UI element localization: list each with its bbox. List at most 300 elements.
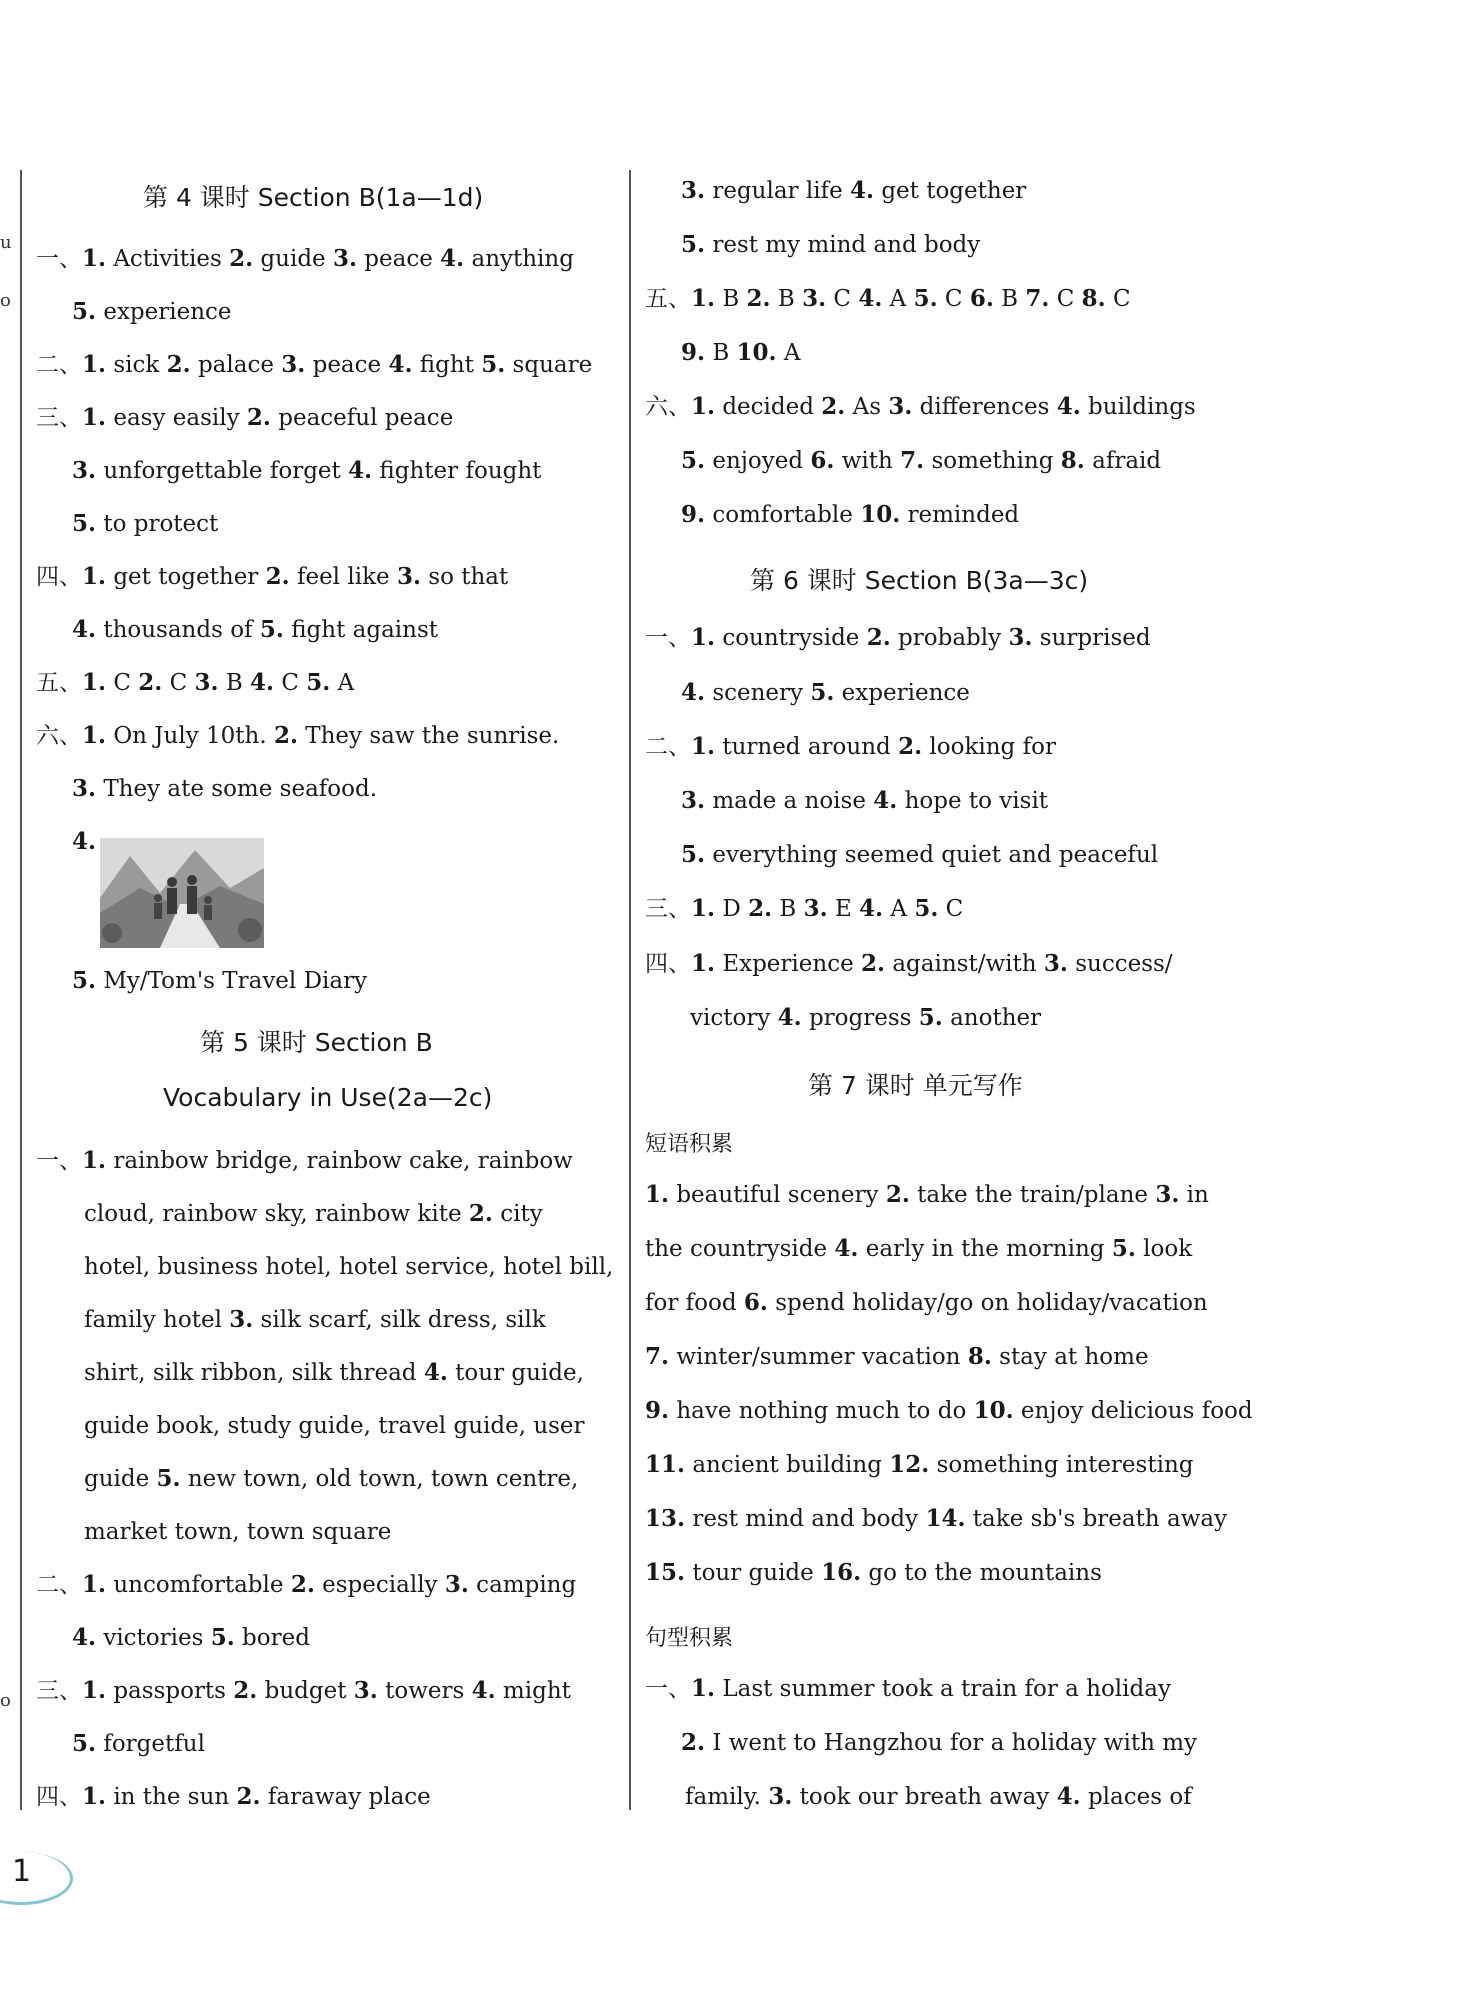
item-number: 2. [236, 1783, 261, 1810]
item-number: 2. [265, 563, 290, 590]
item-number: 10. [736, 339, 777, 366]
item-number: 4. [858, 285, 883, 312]
answer-text: take sb's breath away [965, 1506, 1228, 1532]
answer-row [36, 1146, 573, 1176]
item-number: 10. [860, 501, 901, 528]
answer-text: comfortable [705, 502, 861, 528]
answer-text: enjoy delicious food [1013, 1398, 1253, 1424]
answer-text: unforgettable forget [96, 458, 349, 484]
answer-text: B [715, 286, 747, 312]
answer-row [72, 774, 377, 804]
answer-row [84, 1305, 546, 1335]
answer-row [36, 1782, 431, 1812]
answer-row [645, 623, 1151, 653]
item-number: 1. [691, 950, 716, 977]
answer-text: B [770, 286, 803, 312]
answer-text: the countryside [645, 1236, 835, 1262]
answer-text: reminded [900, 502, 1020, 528]
item-number: 1. [82, 563, 107, 590]
answer-row [681, 446, 1161, 476]
item-number: 1. [82, 669, 107, 696]
section-marker: 一、 [645, 1676, 691, 1702]
answer-text: with [834, 448, 901, 474]
item-number: 5. [481, 351, 506, 378]
answer-text: anything [464, 246, 574, 272]
section-marker: 一、 [36, 1148, 82, 1174]
item-number: 3. [1008, 624, 1033, 651]
item-number: 14. [925, 1505, 966, 1532]
answer-text: against/with [885, 951, 1044, 977]
answer-row [36, 721, 559, 751]
answer-text: peaceful peace [270, 405, 454, 431]
item-number: 3. [888, 393, 913, 420]
answer-text: fight against [283, 617, 439, 643]
answer-text: ancient building [685, 1452, 890, 1478]
answer-text: uncomfortable [106, 1572, 291, 1598]
answer-text: They saw the sunrise. [297, 723, 560, 749]
answer-row [645, 1180, 1209, 1210]
answer-text: As [845, 394, 889, 420]
answer-text: silk scarf, silk dress, silk [253, 1307, 546, 1333]
answer-text: look [1135, 1236, 1193, 1262]
item-number: 7. [1025, 285, 1050, 312]
answer-text: something interesting [929, 1452, 1194, 1478]
item-number: 5. [681, 447, 706, 474]
answer-row [681, 840, 1158, 870]
answer-text: shirt, silk ribbon, silk thread [84, 1360, 424, 1386]
item-number: 12. [889, 1451, 930, 1478]
edge-letter: u [0, 232, 12, 253]
item-number: 4. [72, 616, 97, 643]
item-number: 9. [681, 339, 706, 366]
answer-row [72, 1729, 205, 1759]
answer-text: budget [257, 1678, 354, 1704]
answer-text: have nothing much to do [669, 1398, 974, 1424]
answer-text: especially [314, 1572, 445, 1598]
section-marker: 三、 [36, 1678, 82, 1704]
item-number: 3. [194, 669, 219, 696]
answer-row [72, 615, 438, 645]
answer-text: My/Tom's Travel Diary [96, 968, 368, 994]
answer-text: family. [685, 1784, 769, 1810]
answer-text: differences [912, 394, 1057, 420]
item-number: 5. [913, 285, 938, 312]
answer-text: hope to visit [897, 788, 1049, 814]
answer-row [645, 949, 1173, 979]
answer-row [645, 1396, 1253, 1426]
item-number: 2. [821, 393, 846, 420]
item-number: 2. [885, 1181, 910, 1208]
answer-text: to protect [96, 511, 219, 537]
answer-text: enjoyed [705, 448, 811, 474]
answer-text: go to the mountains [861, 1560, 1102, 1586]
answer-row [84, 1464, 578, 1494]
section-marker: 一、 [36, 246, 82, 272]
answer-text: A [330, 670, 355, 696]
item-number: 5. [210, 1624, 235, 1651]
item-number: 1. [82, 351, 107, 378]
answer-row [36, 668, 354, 698]
answer-row [72, 966, 367, 996]
item-number: 3. [353, 1677, 378, 1704]
answer-row [645, 1288, 1208, 1318]
answer-text: C [274, 670, 307, 696]
item-number: 13. [645, 1505, 686, 1532]
answer-text: passports [106, 1678, 234, 1704]
answer-text: B [772, 896, 804, 922]
item-number: 4. [72, 828, 97, 855]
answer-text: in the sun [106, 1784, 237, 1810]
answer-row [681, 678, 970, 708]
item-number: 1. [82, 404, 107, 431]
item-number: 4. [250, 669, 275, 696]
answer-text: family hotel [84, 1307, 230, 1333]
answer-text: Activities [106, 246, 230, 272]
answer-text: C [1049, 286, 1082, 312]
answer-text: fighter fought [372, 458, 542, 484]
answer-text: places of [1080, 1784, 1192, 1810]
item-number: 4. [873, 787, 898, 814]
section-marker: 一、 [645, 625, 691, 651]
item-number: 5. [1111, 1235, 1136, 1262]
item-number: 4. [834, 1235, 859, 1262]
item-number: 1. [691, 393, 716, 420]
item-number: 10. [973, 1397, 1014, 1424]
item-number: 4. [388, 351, 413, 378]
answer-text: market town, town square [84, 1519, 392, 1545]
answer-text: rest mind and body [685, 1506, 926, 1532]
item-number: 5. [72, 510, 97, 537]
item-number: 2. [748, 895, 773, 922]
answer-text: rainbow bridge, rainbow cake, rainbow [106, 1148, 573, 1174]
item-number: 5. [306, 669, 331, 696]
item-number: 4. [859, 895, 884, 922]
answer-text: in [1179, 1182, 1209, 1208]
answer-text: C [937, 286, 970, 312]
item-number: 3. [72, 457, 97, 484]
answer-row [645, 1558, 1102, 1588]
item-number: 1. [691, 733, 716, 760]
answer-row [645, 894, 963, 924]
answer-row [681, 176, 1026, 206]
item-number: 2. [898, 733, 923, 760]
answer-row [72, 509, 218, 539]
item-number: 2. [861, 950, 886, 977]
lesson5-subtitle: Vocabulary in Use(2a—2c) [163, 1083, 493, 1112]
answer-text: rest my mind and body [705, 232, 981, 258]
answer-text: B [993, 286, 1026, 312]
edge-letter: o [0, 1690, 11, 1711]
item-number: 1. [82, 1783, 107, 1810]
answer-text: A [882, 286, 914, 312]
item-number: 16. [821, 1559, 862, 1586]
lesson6-title: 第 6 课时 Section B(3a—3c) [750, 566, 1089, 595]
item-number: 2. [166, 351, 191, 378]
item-number: 2. [229, 245, 254, 272]
section-marker: 四、 [36, 1784, 82, 1810]
item-number: 4. [681, 679, 706, 706]
answer-text: get together [106, 564, 266, 590]
answer-text: get together [874, 178, 1027, 204]
answer-text: experience [96, 299, 232, 325]
answer-text: palace [190, 352, 282, 378]
answer-row [681, 230, 980, 260]
answer-row [84, 1199, 543, 1229]
answer-text: C [826, 286, 859, 312]
item-number: 3. [1155, 1181, 1180, 1208]
answer-row [72, 297, 232, 327]
item-number: 7. [900, 447, 925, 474]
answer-text: everything seemed quiet and peaceful [705, 842, 1159, 868]
answer-text: so that [420, 564, 509, 590]
answer-text: camping [468, 1572, 577, 1598]
answer-row [84, 1411, 585, 1441]
answer-row [645, 1342, 1149, 1372]
answer-row [681, 786, 1048, 816]
item-number: 1. [691, 624, 716, 651]
section-marker: 二、 [645, 734, 691, 760]
answer-text: progress [801, 1005, 919, 1031]
item-number: 9. [645, 1397, 670, 1424]
answer-text: looking for [922, 734, 1056, 760]
item-number: 2. [273, 722, 298, 749]
item-number: 4. [850, 177, 875, 204]
item-number: 5. [918, 1004, 943, 1031]
answer-text: easy easily [106, 405, 247, 431]
answer-text: guide [253, 246, 333, 272]
item-number: 3. [281, 351, 306, 378]
answer-row [681, 338, 800, 368]
item-number: 5. [681, 841, 706, 868]
answer-row [645, 1450, 1193, 1480]
answer-text: another [942, 1005, 1042, 1031]
answer-row [36, 1570, 576, 1600]
answer-text: peace [356, 246, 441, 272]
item-number: 4. [440, 245, 465, 272]
item-number: 4. [348, 457, 373, 484]
item-number: 2. [233, 1677, 258, 1704]
item-number: 3. [681, 787, 706, 814]
answer-row [72, 1623, 310, 1653]
answer-text: guide book, study guide, travel guide, user [84, 1413, 585, 1439]
answer-text: afraid [1084, 448, 1162, 474]
item-number: 2. [290, 1571, 315, 1598]
section-marker: 六、 [36, 723, 82, 749]
answer-row [645, 1504, 1227, 1534]
answer-text: guide [84, 1466, 157, 1492]
answer-text: bored [234, 1625, 310, 1651]
answer-text: countryside [715, 625, 867, 651]
answer-text: for food [645, 1290, 744, 1316]
item-number: 8. [967, 1343, 992, 1370]
answer-row [685, 1782, 1192, 1812]
answer-text: victories [96, 1625, 211, 1651]
answer-row [645, 284, 1131, 314]
answer-text: something [924, 448, 1061, 474]
answer-text: They ate some seafood. [96, 776, 378, 802]
item-number: 6. [969, 285, 994, 312]
answer-row [36, 350, 592, 380]
answer-text: probably [890, 625, 1009, 651]
item-number: 4. [777, 1004, 802, 1031]
answer-text: C [106, 670, 139, 696]
answer-text: sick [106, 352, 167, 378]
item-number: 2. [138, 669, 163, 696]
answer-text: faraway place [260, 1784, 431, 1810]
answer-text: C [938, 896, 964, 922]
item-number: 1. [82, 1571, 107, 1598]
item-number: 4. [1056, 1783, 1081, 1810]
item-number: 3. [444, 1571, 469, 1598]
answer-text: towers [377, 1678, 472, 1704]
answer-text: B [705, 340, 737, 366]
item-number: 6. [810, 447, 835, 474]
item-number: 2. [681, 1729, 706, 1756]
item-number: 1. [82, 722, 107, 749]
left-border [20, 170, 22, 1810]
answer-text: might [495, 1678, 571, 1704]
item-number: 1. [691, 285, 716, 312]
item-number: 7. [645, 1343, 670, 1370]
answer-row [84, 1358, 584, 1388]
item-number: 3. [803, 895, 828, 922]
answer-text: made a noise [705, 788, 874, 814]
answer-text: victory [690, 1005, 778, 1031]
lesson4-title: 第 4 课时 Section B(1a—1d) [143, 183, 484, 212]
answer-text: E [827, 896, 860, 922]
item-number: 11. [645, 1451, 686, 1478]
section-marker: 六、 [645, 394, 691, 420]
item-number: 2. [746, 285, 771, 312]
answer-text: success/ [1067, 951, 1173, 977]
answer-text: peace [305, 352, 389, 378]
answer-text: hotel, business hotel, hotel service, hotel bill, [84, 1254, 614, 1280]
answer-row [36, 244, 574, 274]
answer-text: A [776, 340, 801, 366]
item-number: 5. [72, 967, 97, 994]
item-number: 3. [72, 775, 97, 802]
section-marker: 三、 [645, 896, 691, 922]
item-number: 8. [1081, 285, 1106, 312]
item-number: 1. [691, 1675, 716, 1702]
answer-row [645, 732, 1056, 762]
answer-row [681, 1728, 1197, 1758]
item-number: 3. [681, 177, 706, 204]
answer-text: C [162, 670, 195, 696]
section-marker: 五、 [36, 670, 82, 696]
item-number: 5. [259, 616, 284, 643]
item-number: 9. [681, 501, 706, 528]
item-number: 1. [82, 245, 107, 272]
item-number: 4. [423, 1359, 448, 1386]
item-number: 3. [1043, 950, 1068, 977]
item-number: 3. [332, 245, 357, 272]
answer-row [36, 562, 508, 592]
item-number: 1. [691, 895, 716, 922]
answer-text: square [505, 352, 593, 378]
section-marker: 二、 [36, 1572, 82, 1598]
item-number: 3. [768, 1783, 793, 1810]
answer-text: spend holiday/go on holiday/vacation [767, 1290, 1208, 1316]
answer-text: early in the morning [858, 1236, 1112, 1262]
answer-row [72, 827, 96, 857]
item-number: 3. [229, 1306, 254, 1333]
answer-text: stay at home [991, 1344, 1149, 1370]
answer-row [72, 456, 541, 486]
answer-text: surprised [1032, 625, 1151, 651]
page-number-arc [0, 1852, 73, 1905]
answer-text: experience [834, 680, 970, 706]
answer-text: thousands of [96, 617, 260, 643]
sentence-heading: 句型积累 [645, 1626, 734, 1651]
answer-text: buildings [1080, 394, 1196, 420]
column-divider [629, 170, 631, 1810]
answer-text: regular life [705, 178, 850, 204]
item-number: 5. [681, 231, 706, 258]
answer-row [690, 1003, 1041, 1033]
lesson7-title: 第 7 课时 单元写作 [808, 1071, 1023, 1100]
phrase-heading: 短语积累 [645, 1132, 734, 1157]
lesson5-title: 第 5 课时 Section B [200, 1028, 433, 1057]
answer-text: Experience [715, 951, 862, 977]
answer-text: fight [412, 352, 482, 378]
answer-text: turned around [715, 734, 899, 760]
item-number: 4. [471, 1677, 496, 1704]
answer-text: I went to Hangzhou for a holiday with my [705, 1730, 1198, 1756]
item-number: 5. [72, 1730, 97, 1757]
item-number: 1. [645, 1181, 670, 1208]
answer-text: B [218, 670, 251, 696]
answer-text: winter/summer vacation [669, 1344, 968, 1370]
answer-text: D [715, 896, 749, 922]
item-number: 4. [72, 1624, 97, 1651]
answer-row [681, 500, 1019, 530]
section-marker: 二、 [36, 352, 82, 378]
answer-text: On July 10th. [106, 723, 274, 749]
section-marker: 三、 [36, 405, 82, 431]
answer-text: A [883, 896, 915, 922]
answer-text: city [492, 1201, 543, 1227]
item-number: 6. [743, 1289, 768, 1316]
answer-row [36, 1676, 571, 1706]
item-number: 1. [82, 1147, 107, 1174]
item-number: 2. [866, 624, 891, 651]
item-number: 2. [246, 404, 271, 431]
item-number: 3. [396, 563, 421, 590]
answer-text: took our breath away [792, 1784, 1057, 1810]
answer-row [84, 1252, 613, 1282]
answer-text: tour guide [685, 1560, 822, 1586]
item-number: 5. [810, 679, 835, 706]
answer-row [645, 392, 1196, 422]
edge-letter: o [0, 290, 11, 311]
answer-text: cloud, rainbow sky, rainbow kite [84, 1201, 469, 1227]
section-marker: 四、 [36, 564, 82, 590]
hiking-family-illustration [100, 838, 264, 948]
item-number: 2. [468, 1200, 493, 1227]
answer-row [36, 403, 453, 433]
item-number: 8. [1060, 447, 1085, 474]
item-number: 5. [156, 1465, 181, 1492]
answer-text: new town, old town, town centre, [180, 1466, 579, 1492]
answer-text: scenery [705, 680, 811, 706]
answer-text: take the train/plane [909, 1182, 1156, 1208]
item-number: 5. [72, 298, 97, 325]
answer-row [84, 1517, 391, 1547]
page-number: 1 [12, 1854, 32, 1889]
section-marker: 四、 [645, 951, 691, 977]
item-number: 15. [645, 1559, 686, 1586]
